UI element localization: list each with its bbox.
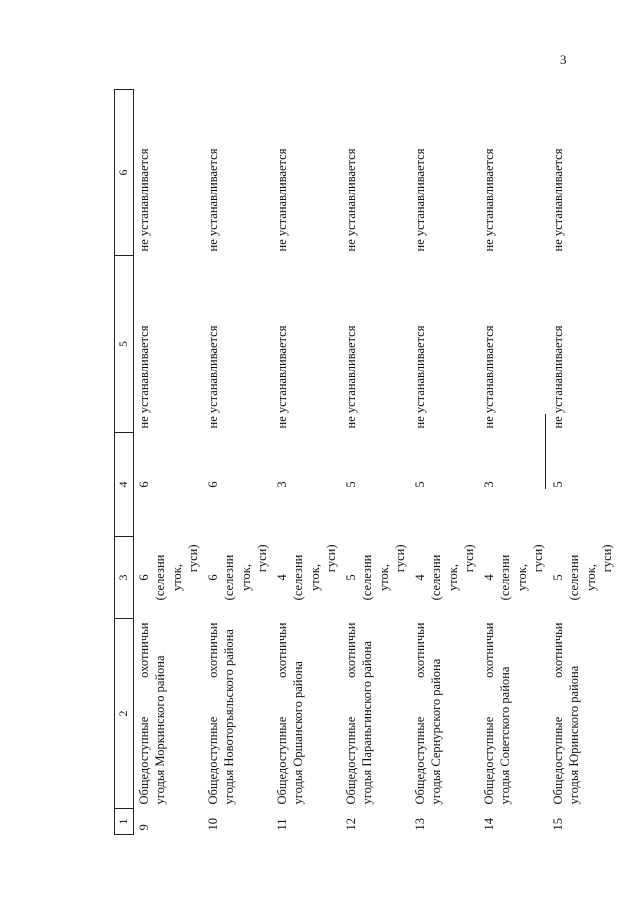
quota-value: 4 [413,574,427,581]
quota-value: 4 [482,574,496,581]
quota-value: 5 [344,574,358,581]
row-number: 15 [551,818,565,831]
hunting-ground-name: Общедоступные охотничьи угодья Моркинского района [137,622,168,805]
quota-unit [566,541,615,615]
quota-cell [548,537,617,619]
hunting-ground-name: Общедоступные охотничьи угодья Оршанского района [275,622,306,805]
table-row [479,90,548,835]
hunting-ground-name: Общедоступные охотничьи угодья Новоторъяльского района [206,622,237,805]
col5-value: не устанавливается [275,325,289,429]
col5-value: не устанавливается [344,325,358,429]
col6-value: не устанавливается [551,148,565,252]
quota-unit-line-2: гуси) [530,544,545,573]
quota-unit-line-1: (селезни уток, [360,554,391,601]
rotated-table-container [114,90,614,835]
hunting-ground-name: Общедоступные охотничьи угодья Параньгинского района [344,622,375,805]
col4-value: 5 [413,481,427,488]
page-number: 3 [560,52,567,67]
header-col-4: 4 [115,433,134,537]
quota-value: 6 [206,574,220,581]
col5-value: не устанавливается [482,325,496,429]
quota-unit-line-1: (селезни уток, [291,554,322,601]
col4-value: 5 [344,481,358,488]
quota-cell [341,537,410,619]
col6-value: не устанавливается [206,148,220,252]
col5-value: не устанавливается [413,325,427,429]
col4-value: 6 [206,481,220,488]
col5-value: не устанавливается [137,325,151,429]
col5-value: не устанавливается [551,325,565,429]
col6-value: не устанавливается [137,148,151,252]
row-number: 13 [413,818,427,831]
quota-unit-line-2: гуси) [599,544,614,573]
col6-value: не устанавливается [275,148,289,252]
quota-value: 5 [551,574,565,581]
quota-unit-line-2: гуси) [323,544,338,573]
row-number: 11 [275,818,289,831]
quota-unit-line-2: гуси) [254,544,269,573]
quota-unit-line-1: (селезни уток, [429,554,460,601]
quota-cell [134,537,204,619]
quota-unit-line-1: (селезни уток, [153,554,184,601]
col6-value: не устанавливается [413,148,427,252]
table-header-row [115,90,134,835]
quota-unit-line-1: (селезни уток, [222,554,253,601]
quota-cell [203,537,272,619]
quota-cell [479,537,548,619]
hunting-ground-name: Общедоступные охотничьи угодья Советского района [482,622,513,805]
hunting-ground-name: Общедоступные охотничьи угодья Юринского района [551,622,582,805]
row-number: 12 [344,818,358,831]
quota-unit-line-2: гуси) [185,544,200,573]
table-row [134,90,204,835]
row-number: 9 [137,824,151,831]
header-col-2: 2 [115,619,134,809]
quota-unit-line-2: гуси) [392,544,407,573]
col6-value: не устанавливается [482,148,496,252]
header-col-5: 5 [115,256,134,433]
col4-value: 5 [551,481,565,488]
quota-unit [290,541,339,615]
row-number: 14 [482,818,496,831]
col5-value: не устанавливается [206,325,220,429]
table-row [341,90,410,835]
row-number: 10 [206,818,220,831]
header-col-3: 3 [115,537,134,619]
table-row [203,90,272,835]
quota-unit [428,541,477,615]
col4-value: 3 [482,481,496,488]
quota-unit-line-1: (селезни уток, [498,554,529,601]
quota-value: 4 [275,574,289,581]
quota-unit-line-1: (селезни уток, [567,554,598,601]
header-col-6: 6 [115,90,134,256]
col4-value: 6 [137,481,151,488]
quota-unit [152,541,201,615]
table-row [548,90,617,835]
quota-unit [497,541,546,615]
end-separator-line [545,414,546,489]
quota-unit [359,541,408,615]
header-col-1: 1 [115,809,134,835]
quota-cell [272,537,341,619]
table-row [272,90,341,835]
hunting-ground-name: Общедоступные охотничьи угодья Сернурского района [413,622,444,805]
hunting-grounds-table [114,89,617,835]
col6-value: не устанавливается [344,148,358,252]
quota-unit [221,541,270,615]
table-row [410,90,479,835]
quota-cell [410,537,479,619]
quota-unit-line-2: гуси) [461,544,476,573]
col4-value: 3 [275,481,289,488]
quota-value: 6 [137,574,151,581]
